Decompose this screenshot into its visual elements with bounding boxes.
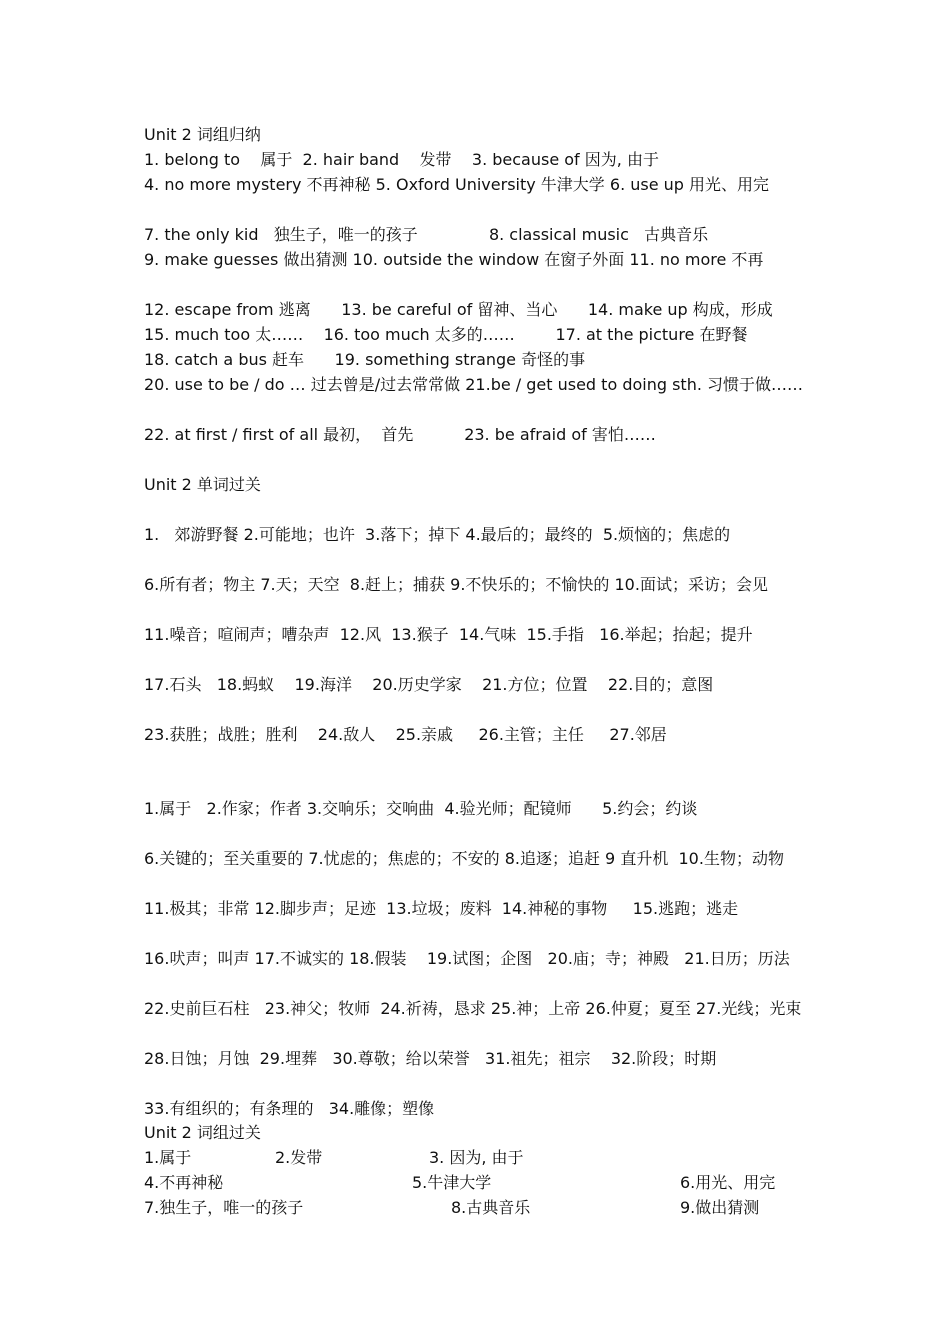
word-line: 1. 郊游野餐 2.可能地；也许 3.落下；掉下 4.最后的；最终的 5.烦恼的；焦虑的 <box>144 525 731 544</box>
phrase-line: 7. the only kid 独生子，唯一的孩子 8. classical music 古典音乐 <box>144 225 709 244</box>
word-line: 33.有组织的；有条理的 34.雕像；塑像 <box>144 1099 435 1118</box>
word-line: 16.吠声；叫声 17.不诚实的 18.假装 19.试图；企图 20.庙；寺；神殿 21.日历；历法 <box>144 949 790 968</box>
word-line: 11.噪音；喧闹声；嘈杂声 12.风 13.猴子 14.气味 15.手指 16.举起；抬起；提升 <box>144 625 753 644</box>
word-line: 6.关键的；至关重要的 7.忧虑的；焦虑的；不安的 8.追逐；追赶 9 直升机 10.生物；动物 <box>144 849 784 868</box>
review-cell: 8.古典音乐 <box>451 1198 531 1217</box>
phrase-line: 15. much too 太…… 16. too much 太多的…… 17. at the picture 在野餐 <box>144 325 748 344</box>
review-cell: 1.属于 <box>144 1148 192 1167</box>
review-title: Unit 2 词组过关 <box>144 1123 261 1142</box>
review-cell: 7.独生子，唯一的孩子 <box>144 1198 304 1217</box>
word-line: 23.获胜；战胜；胜利 24.敌人 25.亲戚 26.主管；主任 27.邻居 <box>144 725 667 744</box>
phrase-line: 12. escape from 逃离 13. be careful of 留神、当心 14. make up 构成，形成 <box>144 300 773 319</box>
phrase-line: 9. make guesses 做出猜测 10. outside the window 在窗子外面 11. no more 不再 <box>144 250 764 269</box>
phrase-line: 1. belong to 属于 2. hair band 发带 3. because of 因为, 由于 <box>144 150 659 169</box>
words-title: Unit 2 单词过关 <box>144 475 261 494</box>
word-line: 6.所有者；物主 7.天；天空 8.赶上；捕获 9.不快乐的；不愉快的 10.面试；采访；会见 <box>144 575 768 594</box>
review-cell: 3. 因为, 由于 <box>429 1148 524 1167</box>
review-cell: 6.用光、用完 <box>680 1173 776 1192</box>
word-line: 1.属于 2.作家；作者 3.交响乐；交响曲 4.验光师；配镜师 5.约会；约谈 <box>144 799 698 818</box>
word-line: 17.石头 18.蚂蚁 19.海洋 20.历史学家 21.方位；位置 22.目的；意图 <box>144 675 714 694</box>
review-cell: 4.不再神秘 <box>144 1173 224 1192</box>
phrase-line: 4. no more mystery 不再神秘 5. Oxford University 牛津大学 6. use up 用光、用完 <box>144 175 770 194</box>
phrase-line: 22. at first / first of all 最初， 首先 23. be afraid of 害怕…… <box>144 425 656 444</box>
review-cell: 2.发带 <box>275 1148 323 1167</box>
review-cell: 5.牛津大学 <box>412 1173 492 1192</box>
word-line: 28.日蚀；月蚀 29.埋葬 30.尊敬；给以荣誉 31.祖先；祖宗 32.阶段；时期 <box>144 1049 717 1068</box>
review-cell: 9.做出猜测 <box>680 1198 760 1217</box>
phrase-line: 18. catch a bus 赶车 19. something strange 奇怪的事 <box>144 350 586 369</box>
phrase-line: 20. use to be / do … 过去曾是/过去常常做 21.be / get used to doing sth. 习惯于做…… <box>144 375 804 394</box>
word-line: 22.史前巨石柱 23.神父；牧师 24.祈祷，恳求 25.神；上帝 26.仲夏；夏至 27.光线；光束 <box>144 999 802 1018</box>
phrases-title: Unit 2 词组归纳 <box>144 125 261 144</box>
word-line: 11.极其；非常 12.脚步声；足迹 13.垃圾；废料 14.神秘的事物 15.逃跑；逃走 <box>144 899 739 918</box>
